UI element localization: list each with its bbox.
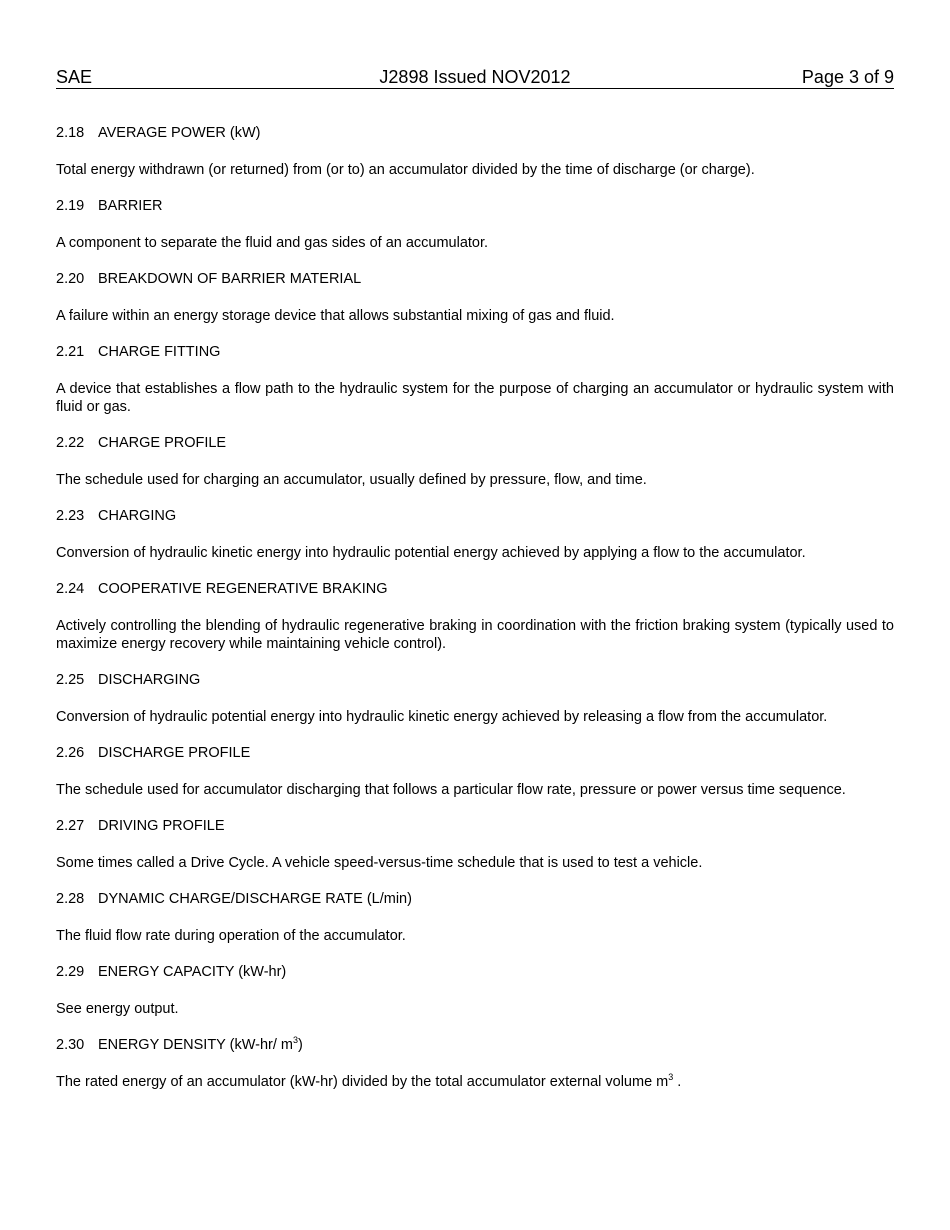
definition-heading (56, 1036, 894, 1054)
definition-text: Conversion of hydraulic potential energy into hydraulic kinetic energy achieved by releasing a flow from the accumulator. (56, 709, 828, 725)
definition-entry-2-20 (56, 270, 894, 325)
section-title: DISCHARGING (98, 672, 201, 688)
section-number: 2.27 (56, 818, 85, 834)
definition-text: A failure within an energy storage device that allows substantial mixing of gas and fluid. (56, 308, 615, 324)
definition-heading (56, 744, 894, 762)
section-title (98, 1037, 303, 1053)
definition-text: Actively controlling the blending of hydraulic regenerative braking in coordination with the friction braking system (typically used to maximize energy recovery while maintaining vehicle control). (56, 618, 894, 652)
definition-heading (56, 434, 894, 452)
section-number: 2.26 (56, 745, 85, 761)
section-number: 2.20 (56, 271, 85, 287)
section-number: 2.29 (56, 964, 85, 980)
definition-text: The schedule used for accumulator discharging that follows a particular flow rate, pressure or power versus time sequence. (56, 782, 846, 798)
definition-heading (56, 817, 894, 835)
section-title: CHARGING (98, 508, 177, 524)
definition-text-end: . (673, 1074, 682, 1090)
header-organization: SAE (56, 67, 93, 87)
header-page-number: Page 3 of 9 (801, 67, 894, 87)
definition-entry-2-24 (56, 580, 894, 653)
definition-text: Conversion of hydraulic kinetic energy into hydraulic potential energy achieved by applying a flow to the accumulator. (56, 545, 806, 561)
definition-entry-2-18 (56, 124, 894, 179)
section-number: 2.19 (56, 198, 85, 214)
section-number: 2.24 (56, 581, 85, 597)
section-number: 2.23 (56, 508, 85, 524)
definition-entry-2-29 (56, 963, 894, 1018)
definition-entry-2-27 (56, 817, 894, 872)
section-title: DRIVING PROFILE (98, 818, 225, 834)
definition-heading (56, 890, 894, 908)
section-number: 2.28 (56, 891, 85, 907)
definition-entry-2-19 (56, 197, 894, 252)
section-number: 2.21 (56, 344, 85, 360)
section-title: AVERAGE POWER (kW) (98, 125, 261, 141)
section-title: DYNAMIC CHARGE/DISCHARGE RATE (L/min) (98, 891, 412, 907)
definition-entry-2-22 (56, 434, 894, 489)
section-title: CHARGE PROFILE (98, 435, 227, 451)
section-number: 2.22 (56, 435, 85, 451)
definition-entry-2-23 (56, 507, 894, 562)
header-document-id: J2898 Issued NOV2012 (379, 67, 571, 87)
section-title: BREAKDOWN OF BARRIER MATERIAL (98, 271, 362, 287)
section-title: ENERGY CAPACITY (kW-hr) (98, 964, 287, 980)
definition-text: The fluid flow rate during operation of the accumulator. (56, 928, 406, 944)
definition-entry-2-25 (56, 671, 894, 726)
definition-text (56, 1073, 894, 1091)
definition-heading (56, 963, 894, 981)
section-title-end: ) (298, 1037, 303, 1053)
section-number: 2.25 (56, 672, 85, 688)
section-title: DISCHARGE PROFILE (98, 745, 251, 761)
superscript-3: 3 (292, 1035, 298, 1045)
definition-entry-2-28 (56, 890, 894, 945)
section-title: CHARGE FITTING (98, 344, 221, 360)
section-number: 2.30 (56, 1037, 85, 1053)
definition-heading (56, 580, 894, 598)
definition-text: The schedule used for charging an accumulator, usually defined by pressure, flow, and time. (56, 472, 647, 488)
definition-entry-2-30 (56, 1036, 894, 1091)
definition-text-main: The rated energy of an accumulator (kW-hr) divided by the total accumulator external volume m (56, 1074, 669, 1090)
section-number: 2.18 (56, 125, 85, 141)
definition-text: See energy output. (56, 1001, 179, 1017)
section-title: BARRIER (98, 198, 163, 214)
definition-text: Some times called a Drive Cycle. A vehicle speed-versus-time schedule that is used to test a vehicle. (56, 855, 703, 871)
definition-entry-2-21 (56, 343, 894, 416)
definition-heading (56, 507, 894, 525)
definition-text: A component to separate the fluid and gas sides of an accumulator. (56, 235, 489, 251)
definition-heading (56, 343, 894, 361)
definition-entry-2-26 (56, 744, 894, 799)
definition-heading (56, 197, 894, 215)
section-title: COOPERATIVE REGENERATIVE BRAKING (98, 581, 388, 597)
definition-text: A device that establishes a flow path to the hydraulic system for the purpose of charging an accumulator or hydraulic system with fluid or gas. (56, 381, 894, 415)
definition-heading (56, 270, 894, 288)
definition-heading (56, 671, 894, 689)
superscript-3: 3 (668, 1072, 674, 1082)
definitions-list (56, 124, 894, 1109)
definition-heading (56, 124, 894, 142)
page-header (56, 66, 894, 89)
definition-text: Total energy withdrawn (or returned) from (or to) an accumulator divided by the time of discharge (or charge). (56, 162, 755, 178)
section-title-main: ENERGY DENSITY (kW-hr/ m (98, 1037, 293, 1053)
